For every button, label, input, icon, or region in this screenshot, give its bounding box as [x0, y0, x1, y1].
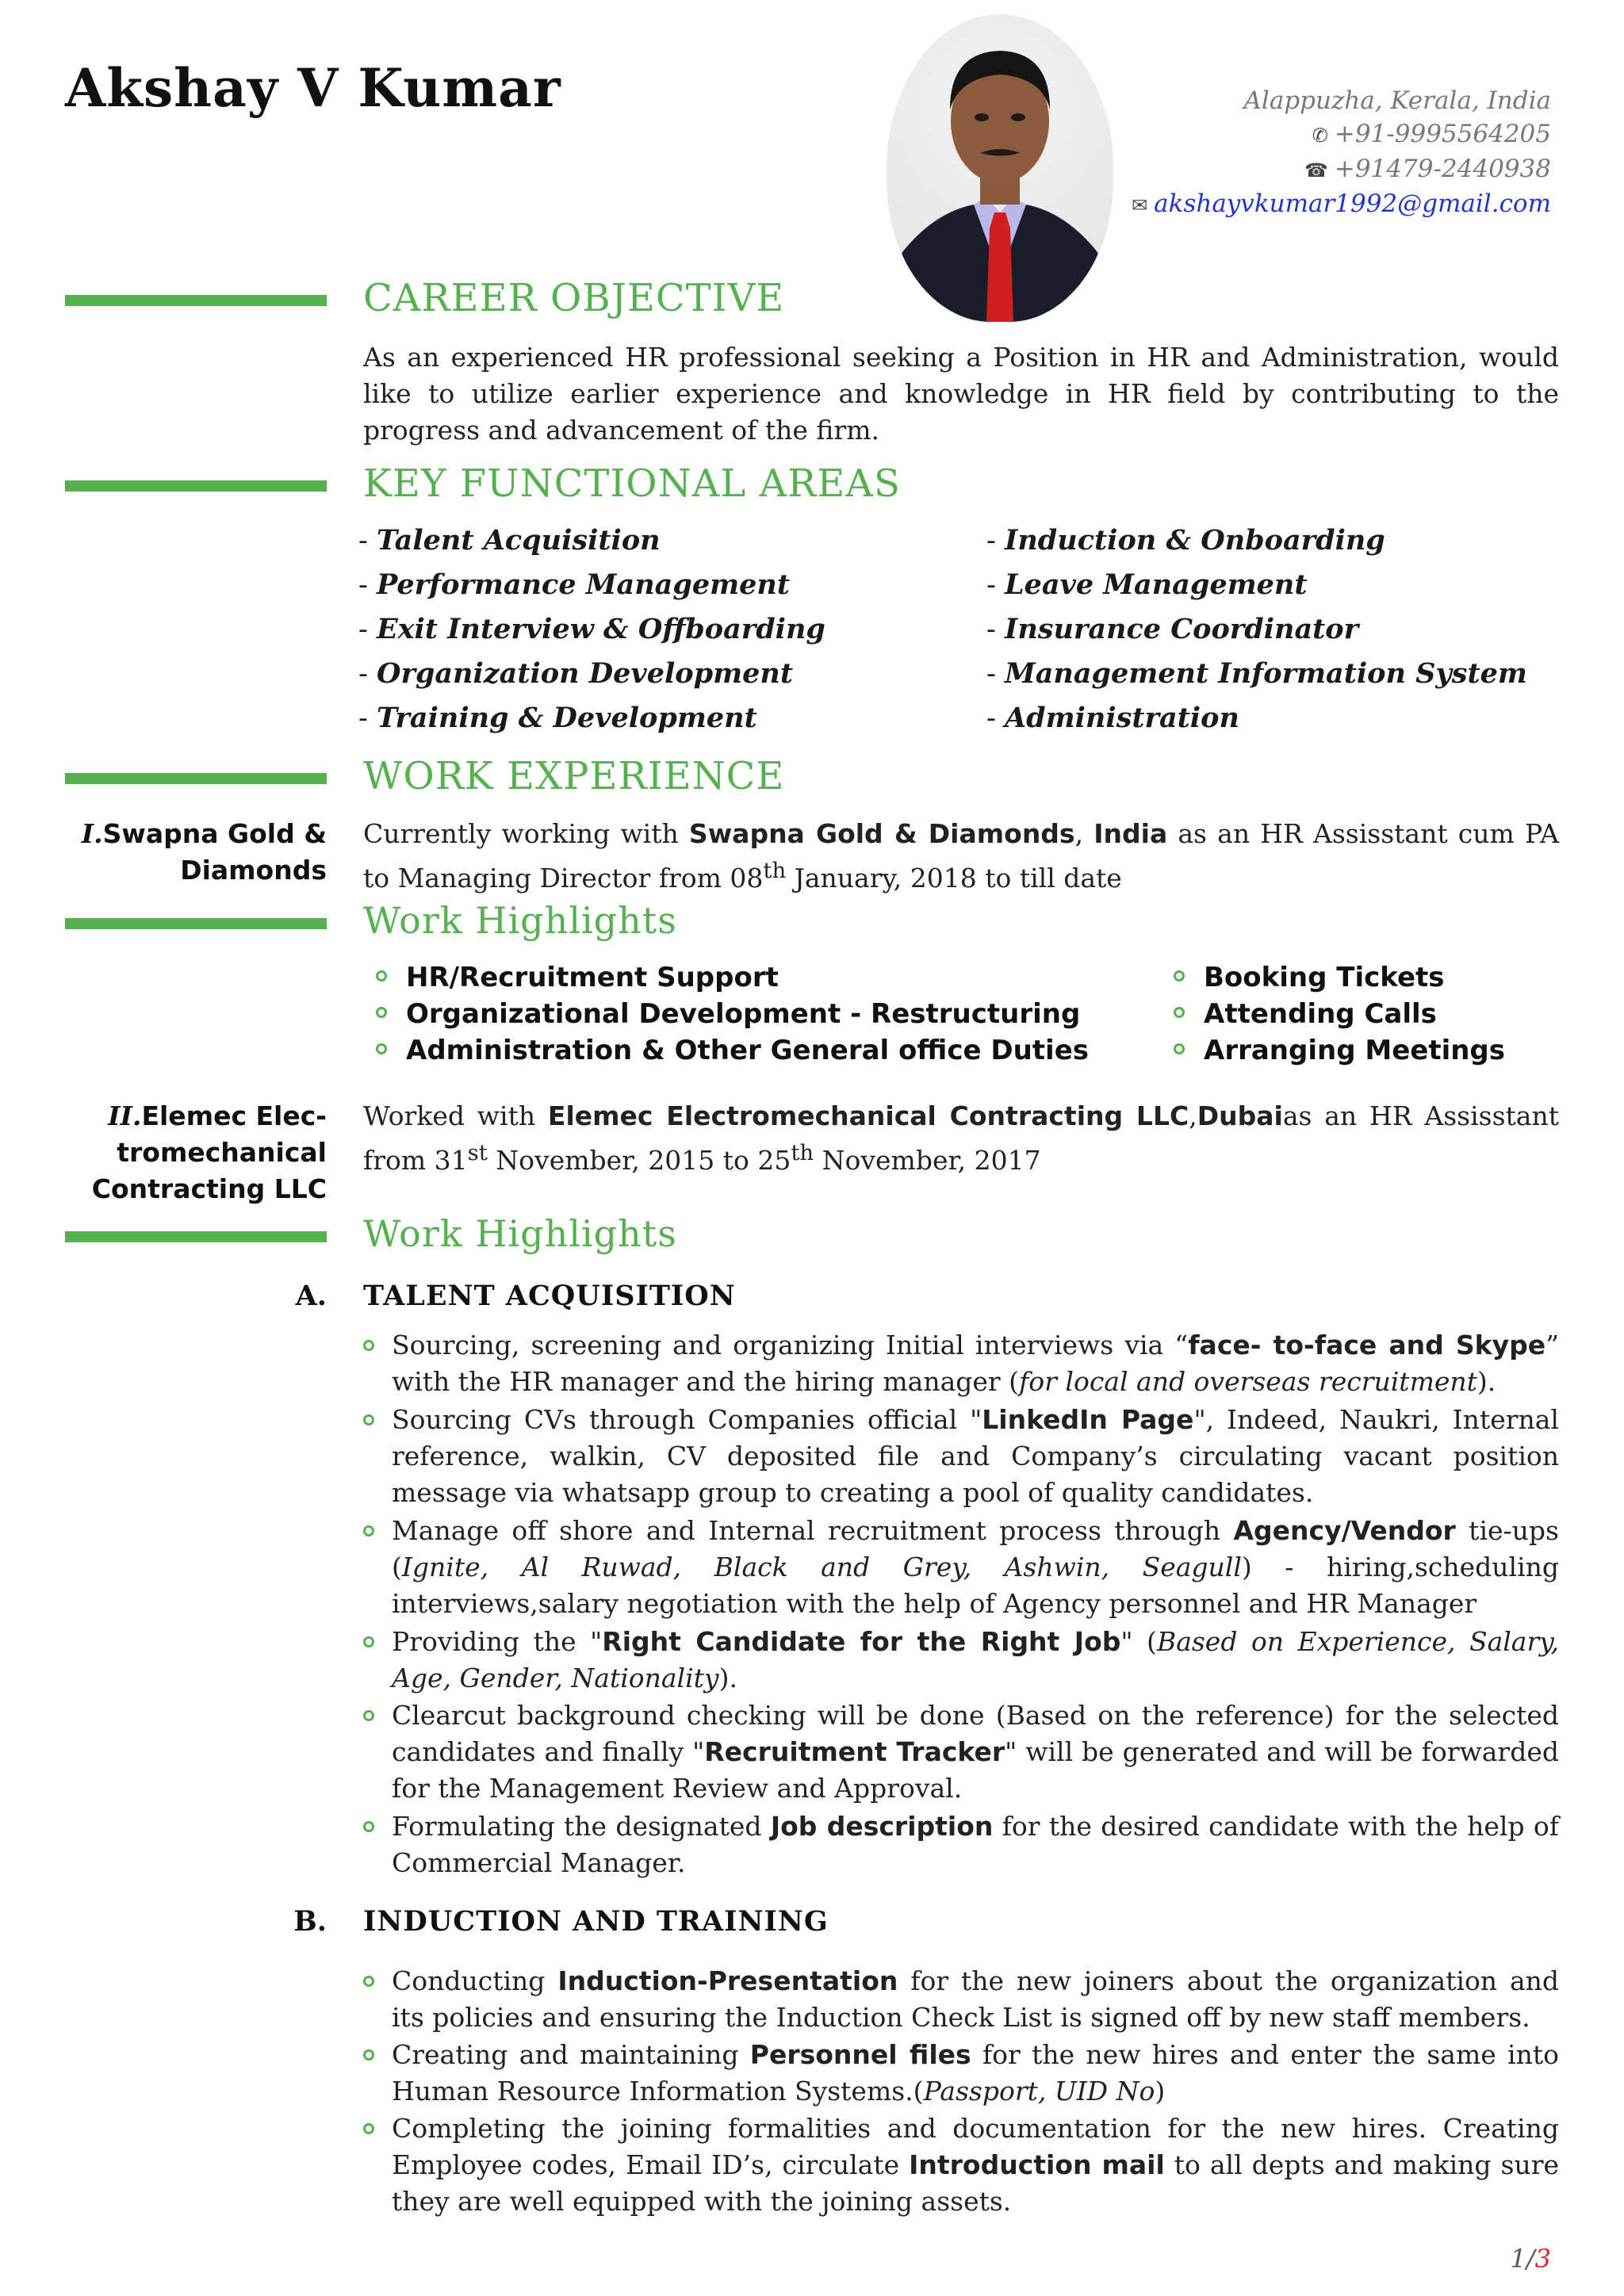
job1-highlights-title: Work Highlights — [363, 899, 677, 942]
bullet-circle-icon — [363, 1710, 374, 1721]
email-link[interactable]: akshayvkumar1992@gmail.com — [1154, 189, 1551, 218]
bullet-circle-icon — [363, 1414, 374, 1425]
job1-company-label: I.Swapna Gold & Diamonds — [81, 818, 327, 886]
list-item: - Performance Management — [358, 568, 791, 601]
subsection-letter-a: A. — [295, 1280, 327, 1312]
list-item: Conducting Induction-Presentation for the new joiners about the organization and its policies and ensuring the Induction Check List is signed off by new staff members. — [392, 1963, 1559, 2036]
list-item: - Administration — [986, 702, 1239, 734]
list-item: - Talent Acquisition — [358, 524, 661, 557]
telephone-icon: ☎ — [1304, 159, 1328, 182]
list-item: - Insurance Coordinator — [986, 613, 1359, 645]
mobile-phone-icon: ✆ — [1312, 124, 1328, 147]
list-item: - Exit Interview & Offboarding — [358, 613, 825, 645]
list-item: Booking Tickets — [1170, 959, 1505, 996]
page-number: 1/3 — [1510, 2244, 1551, 2274]
bullet-circle-icon — [363, 1976, 374, 1987]
list-item: Completing the joining formalities and documentation for the new hires. Creating Employee codes, Email ID’s, circulate Introduction mail to all depts and making sure they are well equipped with the joining assets. — [392, 2110, 1559, 2220]
subsection-title-b: INDUCTION AND TRAINING — [363, 1905, 829, 1938]
job2-company-label: II.Elemec Elec- tromechanical Contracting LLC — [91, 1100, 327, 1204]
job1-highlights-right — [1170, 959, 1505, 1069]
section-title-functional: KEY FUNCTIONAL AREAS — [363, 461, 901, 506]
contact-block — [1059, 84, 1551, 222]
list-item: Sourcing, screening and organizing Initial interviews via “face- to-face and Skype” with the HR manager and the hiring manager (for local and overseas recruitment). — [392, 1327, 1559, 1400]
bullet-circle-icon — [376, 970, 387, 982]
functional-list-left — [358, 519, 825, 740]
subsection-letter-b: B. — [293, 1905, 327, 1938]
bullet-circle-icon — [363, 1636, 374, 1647]
list-item: Formulating the designated Job description for the desired candidate with the help of Commercial Manager. — [392, 1808, 1559, 1881]
section-bar — [65, 918, 327, 929]
bullet-circle-icon — [1174, 1007, 1185, 1018]
job2-description: Worked with Elemec Electromechanical Contracting LLC,Dubaias an HR Assisstant from 31st November, 2015 to 25th November, 2017 — [363, 1100, 1559, 1176]
list-item: - Management Information System — [986, 657, 1527, 690]
list-item: Arranging Meetings — [1170, 1032, 1505, 1069]
bullet-circle-icon — [363, 1821, 374, 1832]
functional-list-right — [986, 519, 1527, 740]
candidate-name: Akshay V Kumar — [65, 57, 561, 119]
section-bar — [65, 1231, 327, 1242]
bullet-circle-icon — [363, 2049, 374, 2061]
list-item: Attending Calls — [1170, 996, 1505, 1032]
list-item: Sourcing CVs through Companies official "LinkedIn Page", Indeed, Naukri, Internal reference, walkin, CV deposited file and Company’s circulating vacant position message via whatsapp group to creating a pool of quality candidates. — [392, 1402, 1559, 1511]
list-item: HR/Recruitment Support — [373, 959, 1089, 996]
subsection-title-a: TALENT ACQUISITION — [363, 1280, 736, 1312]
mobile-row — [1059, 117, 1551, 152]
list-item: - Training & Development — [358, 702, 757, 734]
bullet-circle-icon — [1174, 970, 1185, 982]
list-item: - Leave Management — [986, 568, 1308, 601]
list-item: Providing the "Right Candidate for the Right Job" (Based on Experience, Salary, Age, Gender, Nationality). — [392, 1624, 1559, 1697]
bullet-circle-icon — [363, 2123, 374, 2134]
bullet-circle-icon — [376, 1043, 387, 1054]
list-item: - Induction & Onboarding — [986, 524, 1385, 557]
list-item: Clearcut background checking will be done (Based on the reference) for the selected candidates and finally "Recruitment Tracker" will be generated and will be forwarded for the Management Review and Approval. — [392, 1697, 1559, 1807]
list-item: Organizational Development - Restructuring — [373, 996, 1089, 1032]
list-item: Creating and maintaining Personnel files for the new hires and enter the same into Human Resource Information Systems.(Passport, UID No) — [392, 2037, 1559, 2110]
section-bar — [65, 480, 327, 492]
bullet-circle-icon — [376, 1007, 387, 1018]
list-item: Manage off shore and Internal recruitment process through Agency/Vendor tie-ups (Ignite, Al Ruwad, Black and Grey, Ashwin, Seagull) - hiring,scheduling interviews,salary negotiation with the help of Agency personnel and HR Manager — [392, 1513, 1559, 1622]
phone-row — [1059, 152, 1551, 187]
bullet-circle-icon — [363, 1340, 374, 1351]
email-row — [1059, 187, 1551, 222]
section-title-work: WORK EXPERIENCE — [363, 754, 785, 798]
envelope-icon: ✉ — [1132, 194, 1148, 216]
bullet-circle-icon — [363, 1525, 374, 1536]
list-item: - Organization Development — [358, 657, 794, 690]
location: Alappuzha, Kerala, India — [1243, 86, 1551, 115]
objective-text: As an experienced HR professional seeking a Position in HR and Administration, would like to utilize earlier experience and knowledge in HR field by contributing to the progress and advancement of the firm. — [363, 342, 1559, 446]
mobile-number: +91-9995564205 — [1334, 120, 1551, 148]
job1-highlights-left — [373, 959, 1089, 1069]
list-item: Administration & Other General office Duties — [373, 1032, 1089, 1069]
bullet-circle-icon — [1174, 1043, 1185, 1054]
section-bar — [65, 773, 327, 784]
job2-highlights-title: Work Highlights — [363, 1212, 677, 1255]
section-bar — [65, 295, 327, 306]
job1-description: Currently working with Swapna Gold & Diamonds, India as an HR Assisstant cum PA to Managing Director from 08th January, 2018 to till date — [363, 818, 1559, 894]
section-title-objective: CAREER OBJECTIVE — [363, 276, 785, 320]
phone-number: +91479-2440938 — [1334, 155, 1551, 183]
